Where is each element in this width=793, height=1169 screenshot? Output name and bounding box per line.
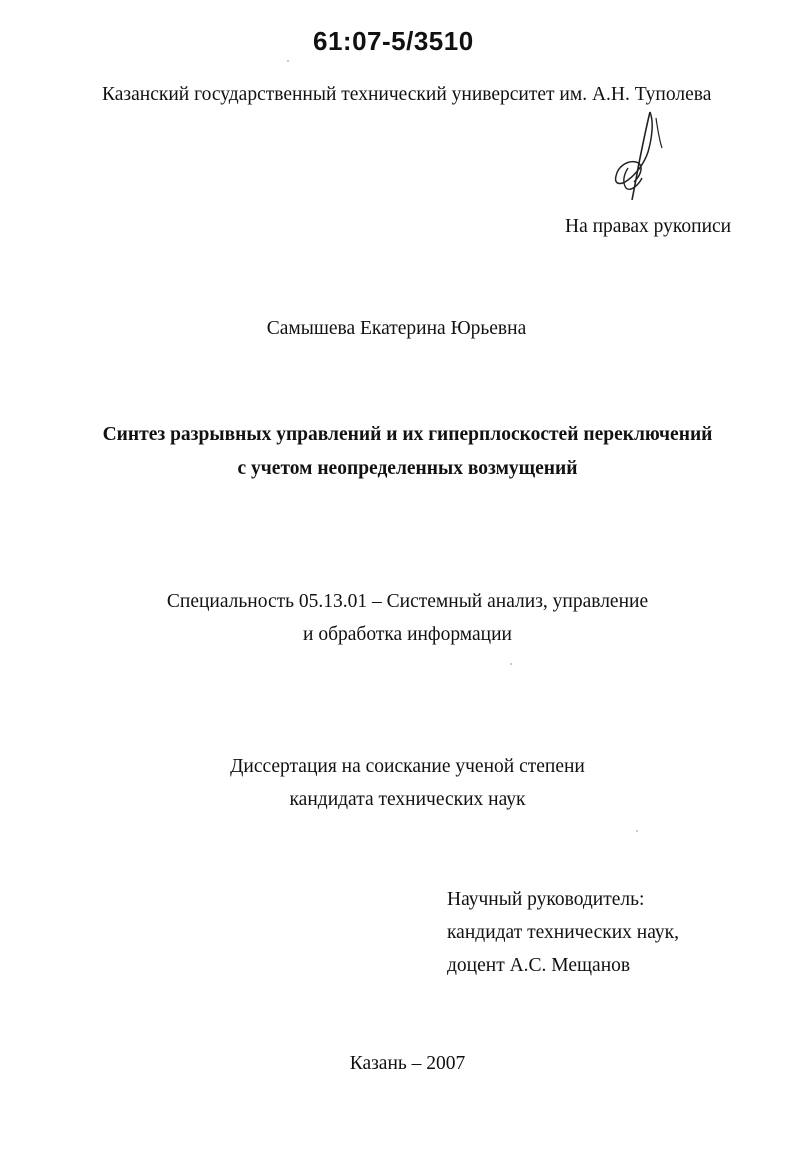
scan-speck [510,663,512,665]
specialty-line-1: Специальность 05.13.01 – Системный анализ, управление [166,591,649,612]
scan-speck [287,60,289,62]
manuscript-rights-note: На правах рукописи [565,216,732,237]
archive-stamp-number: 61:07-5/3510 [313,26,474,56]
title-line-1: Синтез разрывных управлений и их гиперплоскостей переключений [102,424,713,445]
specialty-line-2: и обработка информации [303,624,512,645]
scan-speck [636,830,638,832]
university-name: Казанский государственный технический университет им. А.Н. Туполева [102,84,712,105]
advisor-line-1: Научный руководитель: [447,889,645,910]
title-line-2: с учетом неопределенных возмущений [237,458,578,479]
degree-block [0,750,793,816]
degree-line-2: кандидата технических наук [289,789,526,810]
specialty-block [0,585,793,651]
place-and-year: Казань – 2007 [349,1053,466,1074]
handwritten-signature-icon [608,108,668,208]
advisor-line-3: доцент А.С. Мещанов [447,955,631,976]
degree-line-1: Диссертация на соискание ученой степени [230,756,585,777]
dissertation-title [0,418,793,486]
advisor-line-2: кандидат технических наук, [447,922,679,943]
advisor-block [447,883,679,982]
author-name: Самышева Екатерина Юрьевна [266,318,527,339]
